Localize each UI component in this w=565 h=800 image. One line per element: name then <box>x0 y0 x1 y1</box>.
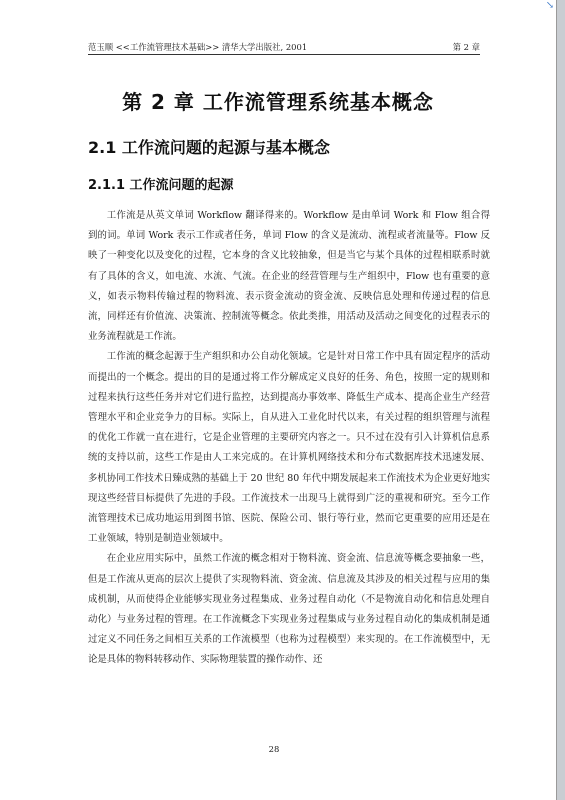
subsection-title: 2.1.1 工作流问题的起源 <box>88 178 234 193</box>
paragraph: 工作流是从英文单词 Workflow 翻译得来的。Workflow 是由单词 Work 和 Flow 组合得到的词。单词 Work 表示工作或者任务，单词 Flow 的含义是流动、流程或者流量等。Flow 反映了一种变化以及变化的过程，它本身的含义比较抽象，但是当它与某个具体的过程相联系时就有了具体的含义，如电流、水流、气流。在企业的经营管理与生产组织中，Flow 也有重要的意义，如表示物料传输过程的物料流、表示资金流动的资金流、反映信息处理和传递过程的信息流，同样还有价值流、决策流、控制流等概念。依此类推，用活动及活动之间变化的过程表示的业务流程就是工作流。 <box>88 210 490 343</box>
paragraph: 工作流的概念起源于生产组织和办公自动化领域。它是针对日常工作中具有固定程序的活动而提出的一个概念。提出的目的是通过将工作分解成定义良好的任务、角色，按照一定的规则和过程来执行这些任务并对它们进行监控，达到提高办事效率、降低生产成本、提高企业生产经营管理水平和企业竞争力的目标。实际上，自从进入工业化时代以来，有关过程的组织管理与流程的优化工作就一直在进行，它是企业管理的主要研究内容之一。只不过在没有引入计算机信息系统的支持以前，这些工作是由人工来完成的。在计算机网络技术和分布式数据库技术迅速发展、多机协同工作技术日臻成熟的基础上于 20 世纪 80 年代中期发展起来工作流技术为企业更好地实现这些经营目标提供了先进的手段。工作流技术一出现马上就得到广泛的重视和研究。至今工作流管理技术已成功地运用到图书馆、医院、保险公司、银行等行业，然而它更重要的应用还是在工业领域，特别是制造业领域中。 <box>88 351 490 545</box>
section-title: 2.1 工作流问题的起源与基本概念 <box>88 138 330 157</box>
running-header <box>88 41 480 55</box>
page-number: 28 <box>268 744 280 754</box>
chapter-title: 第 2 章 工作流管理系统基本概念 <box>122 90 434 114</box>
corner-arrow-icon[interactable]: ↘ <box>545 0 555 11</box>
header-citation: 范玉顺 <<工作流管理技术基础>> 清华大学出版社, 2001 <box>88 42 308 52</box>
paragraph: 在企业应用实际中，虽然工作流的概念相对于物料流、资金流、信息流等概念要抽象一些，但是工作流从更高的层次上提供了实现物料流、资金流、信息流及其涉及的相关过程与应用的集成机制，从而使得企业能够实现业务过程集成、业务过程自动化（不是物流自动化和信息处理自动化）与业务过程的管理。在工作流概念下实现业务过程集成与业务过程自动化的集成机制是通过定义不同任务之间相互关系的工作流模型（也称为过程模型）来实现的。在工作流模型中，无论是具体的物料转移动作、实际物理装置的操作动作、还 <box>88 553 490 666</box>
header-chapter-label: 第 2 章 <box>452 42 480 52</box>
body-text <box>88 206 490 671</box>
